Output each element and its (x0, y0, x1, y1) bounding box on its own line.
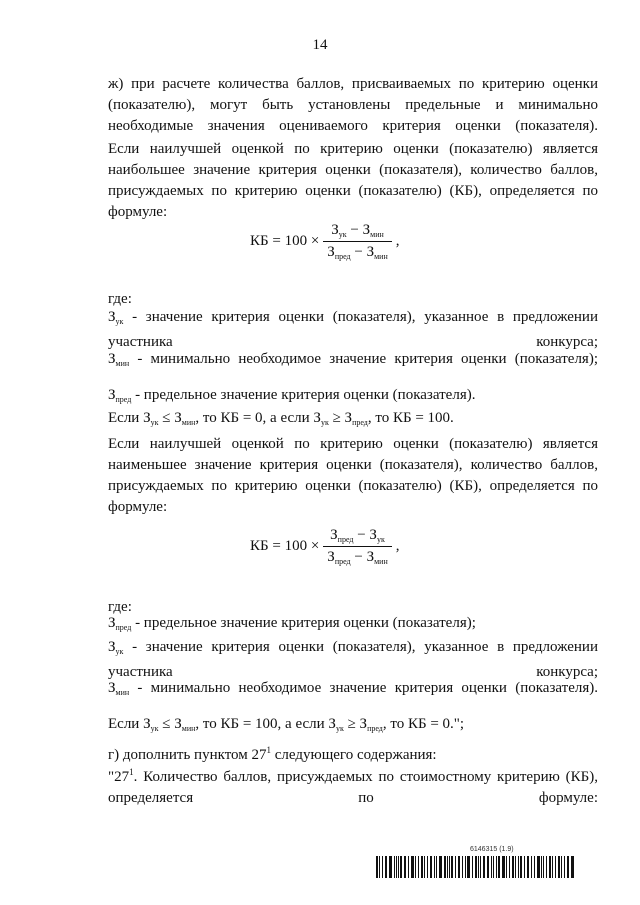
barcode-stripe (382, 856, 383, 878)
barcode-stripe (518, 856, 519, 878)
barcode-stripe (449, 856, 450, 878)
barcode-stripe (543, 856, 544, 878)
barcode-stripe (430, 856, 432, 878)
barcode-stripe (472, 856, 473, 878)
barcode-stripe (451, 856, 453, 878)
paragraph-zh: ж) при расчете количества баллов, присваиваемых по критерию оценки (показателю), могут быть установлены предельные и минимально необходимые значения оцениваемого критерия оценки (показателя). (108, 76, 598, 134)
barcode-stripe (404, 856, 406, 878)
barcode-stripe (506, 856, 507, 878)
barcode-stripe (537, 856, 540, 878)
barcode-stripe (421, 856, 423, 878)
definition-z-uk: $З_{ук}$ - значение критерия оценки (показателя), указанное в предложении участника конкурса; (108, 309, 598, 350)
formula-numerator: $З_{ук} - З_{мин}$ (331, 222, 384, 239)
barcode-stripe (561, 856, 562, 878)
definition-z-min-2: $З_{мин}$ - минимально необходимое значение критерия оценки (показателя). (108, 680, 598, 697)
formula-lhs: КБ = 100 × (250, 538, 320, 554)
formula-numerator: $З_{пред} - З_{ук}$ (330, 527, 385, 544)
barcode-stripe (436, 856, 437, 878)
barcode-stripe (498, 856, 500, 878)
barcode-stripe (549, 856, 551, 878)
definition-z-uk-2: $З_{ук}$ - значение критерия оценки (показателя), указанное в предложении участника конкурса; (108, 639, 598, 680)
barcode-stripe (483, 856, 485, 878)
barcode-stripe (411, 856, 414, 878)
definition-z-pred: $З_{пред}$ - предельное значение критерия оценки (показателя). (108, 387, 476, 404)
condition-highest: Если $З_{ук} \le З_{мин}$, то КБ = 0, а если $З_{ук} \ge З_{пред}$, то КБ = 100. (108, 410, 454, 427)
paragraph-best-highest: Если наилучшей оценкой по критерию оценки (показателю) является наибольшее значение критерия оценки (показателя), количество баллов, присуждаемых по критерию оценки (показателю) (КБ), определяется по формуле: (108, 141, 598, 220)
barcode-stripe (502, 856, 505, 878)
barcode-stripe (515, 856, 516, 878)
barcode-stripe (493, 856, 494, 878)
barcode-stripe (424, 856, 425, 878)
barcode-stripe (398, 856, 399, 878)
barcode-stripe (418, 856, 419, 878)
barcode-stripe (455, 856, 456, 878)
barcode-stripe (509, 856, 510, 878)
barcode-stripe (444, 856, 446, 878)
barcode-stripe (478, 856, 479, 878)
barcode-stripe (447, 856, 448, 878)
definition-z-min: $З_{мин}$ - минимально необходимое значение критерия оценки (показателя); (108, 351, 598, 368)
barcode-stripe (512, 856, 514, 878)
barcode-stripe (541, 856, 542, 878)
barcode-stripe (487, 856, 489, 878)
barcode-stripe (531, 856, 532, 878)
barcode-stripe (400, 856, 402, 878)
formula-comma: , (395, 233, 400, 249)
document-code: 6146315 (1.9) (470, 846, 514, 853)
barcode-stripe (552, 856, 553, 878)
barcode-stripe (520, 856, 522, 878)
barcode-stripe (524, 856, 525, 878)
page-number: 14 (312, 37, 328, 53)
barcode-stripe (496, 856, 497, 878)
barcode-stripe (439, 856, 442, 878)
barcode (376, 856, 576, 878)
barcode-stripe (379, 856, 380, 878)
formula-lowest (250, 527, 399, 566)
barcode-stripe (491, 856, 492, 878)
barcode-stripe (534, 856, 535, 878)
barcode-stripe (408, 856, 409, 878)
paragraph-g: г) дополнить пунктом $27^1$ следующего содержания: (108, 745, 437, 763)
formula-fraction (323, 527, 391, 566)
barcode-stripe (465, 856, 466, 878)
condition-lowest: Если $З_{ук} \le З_{мин}$, то КБ = 100, а если $З_{ук} \ge З_{пред}$, то КБ = 0."; (108, 716, 465, 733)
barcode-stripe (427, 856, 428, 878)
barcode-stripe (555, 856, 556, 878)
barcode-stripe (571, 856, 574, 878)
barcode-stripe (458, 856, 460, 878)
formula-lhs: КБ = 100 × (250, 233, 320, 249)
barcode-stripe (394, 856, 395, 878)
definition-z-pred-2: $З_{пред}$ - предельное значение критерия оценки (показателя); (108, 615, 476, 632)
barcode-stripe (527, 856, 529, 878)
barcode-stripe (558, 856, 560, 878)
barcode-stripe (376, 856, 378, 878)
paragraph-best-lowest: Если наилучшей оценкой по критерию оценки (показателю) является наименьшее значение критерия оценки (показателя), количество баллов, присуждаемых по критерию оценки (показателю) (КБ), определяется по формуле: (108, 436, 598, 515)
where-label-1: где: (108, 291, 132, 307)
barcode-stripe (546, 856, 548, 878)
where-label-2: где: (108, 599, 132, 615)
barcode-stripe (567, 856, 569, 878)
barcode-stripe (434, 856, 435, 878)
formula-comma: , (395, 538, 400, 554)
barcode-stripe (396, 856, 397, 878)
paragraph-27-1: "$27^1$. Количество баллов, присуждаемых по стоимостному критерию (КБ), определяется по формуле: (108, 767, 598, 806)
barcode-stripe (467, 856, 470, 878)
formula-denominator: $З_{пред} - З_{мин}$ (323, 241, 391, 261)
barcode-stripe (480, 856, 481, 878)
formula-fraction (323, 222, 391, 261)
barcode-stripe (415, 856, 416, 878)
barcode-stripe (389, 856, 392, 878)
barcode-stripe (385, 856, 387, 878)
barcode-stripe (462, 856, 463, 878)
formula-denominator: $З_{пред} - З_{мин}$ (323, 546, 391, 566)
formula-highest (250, 222, 399, 261)
barcode-stripe (475, 856, 477, 878)
barcode-stripe (564, 856, 565, 878)
